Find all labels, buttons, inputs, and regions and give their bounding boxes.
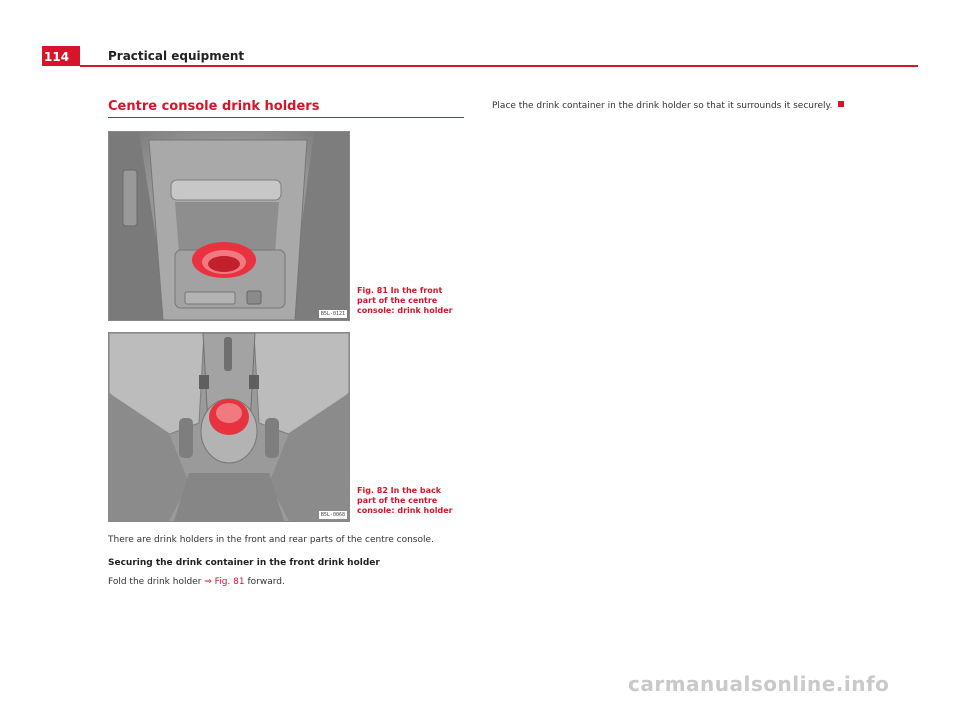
section-title: Centre console drink holders xyxy=(108,99,320,114)
figure-caption: Fig. 81 In the front part of the centre console: drink holder xyxy=(357,286,453,315)
end-of-section-icon xyxy=(838,101,844,107)
instruction-text: Fold the drink holder xyxy=(108,577,205,587)
figure-reference-link[interactable]: ⇒ Fig. 81 xyxy=(204,577,245,587)
paragraph-text: Place the drink container in the drink holder so that it surrounds it securely. xyxy=(492,101,833,111)
intro-paragraph: There are drink holders in the front and rear parts of the centre console. xyxy=(108,535,434,545)
page-header xyxy=(42,46,918,66)
subheading: Securing the drink container in the front drink holder xyxy=(108,558,380,568)
page-number: 114 xyxy=(42,46,80,66)
watermark: carmanualsonline.info xyxy=(628,672,890,696)
figure-code: B5L-0121 xyxy=(320,311,345,317)
section-rule xyxy=(108,117,464,118)
figure-rear-drink-holder xyxy=(108,332,350,522)
rear-console-illustration xyxy=(109,333,349,521)
figure-code: B5L-0068 xyxy=(320,512,345,518)
chapter-title: Practical equipment xyxy=(108,49,245,63)
front-console-illustration xyxy=(109,132,349,320)
figure-caption: Fig. 82 In the back part of the centre console: drink holder xyxy=(357,486,453,515)
instruction-paragraph xyxy=(108,577,285,587)
right-column-paragraph xyxy=(492,101,844,111)
figure-front-drink-holder xyxy=(108,131,350,321)
header-rule xyxy=(80,65,918,67)
instruction-text: forward. xyxy=(244,577,285,587)
